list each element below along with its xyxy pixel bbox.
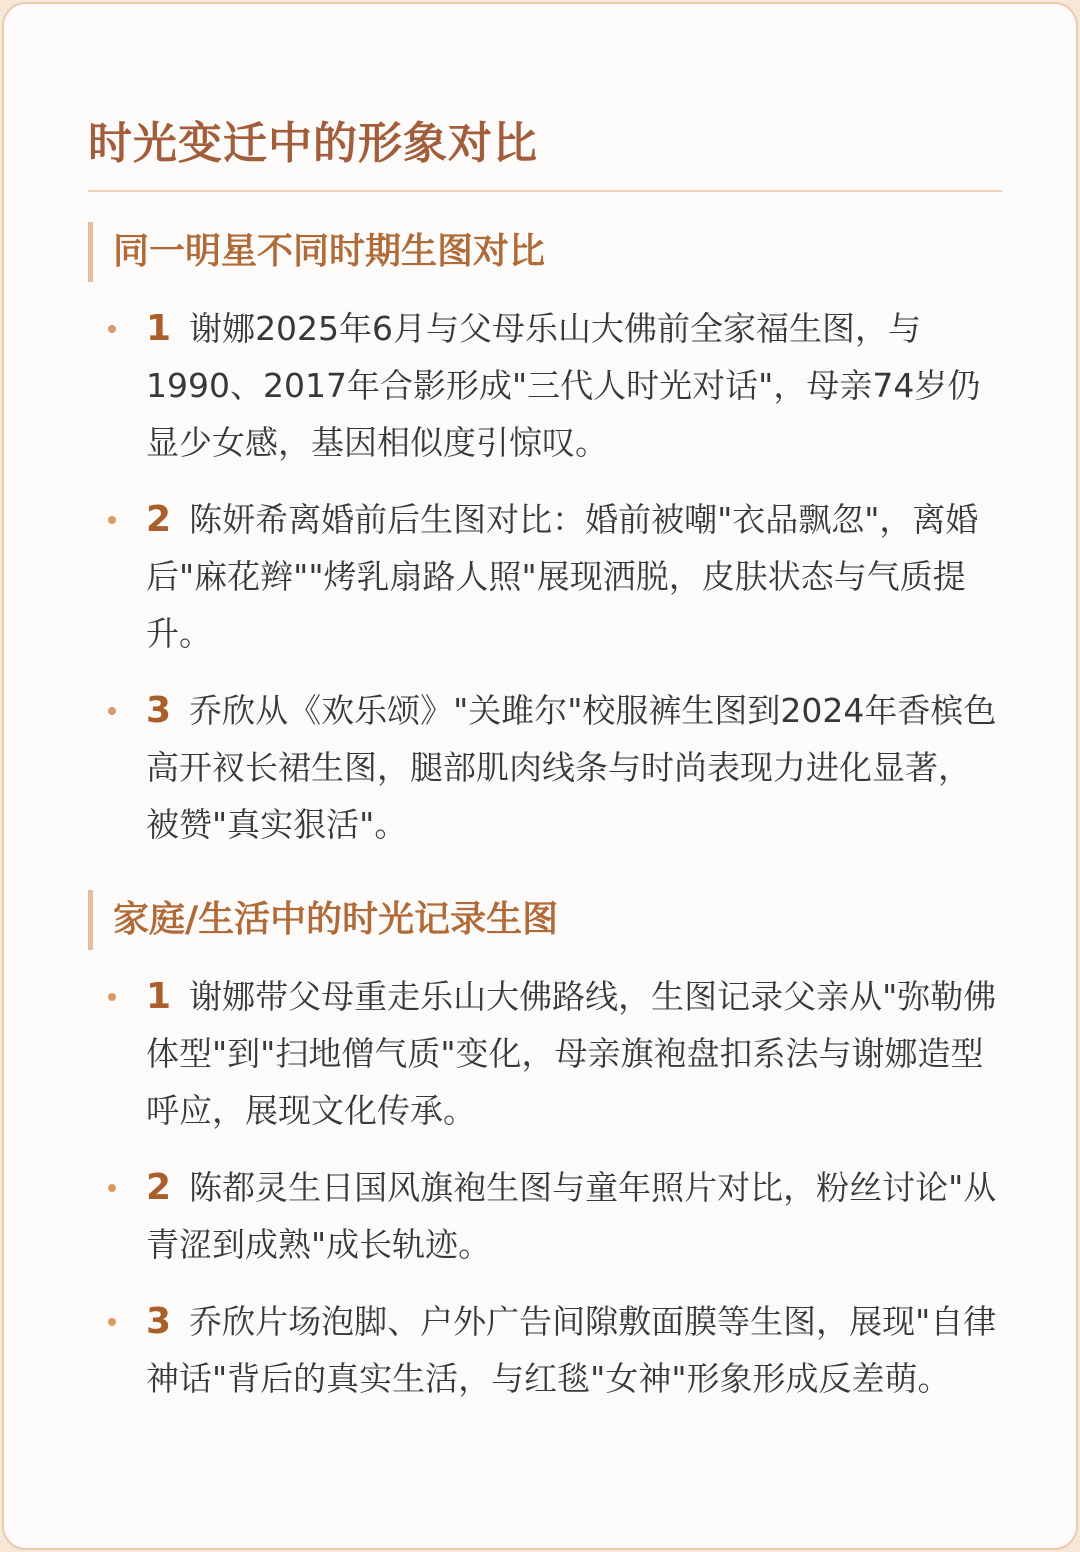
item-list xyxy=(88,968,1002,1407)
bullet-dot xyxy=(108,516,116,524)
list-item xyxy=(88,682,1002,853)
item-number: 2 xyxy=(146,1167,172,1208)
bullet-dot xyxy=(108,325,116,333)
title-divider xyxy=(88,190,1002,192)
item-number: 3 xyxy=(146,1301,172,1342)
item-number: 3 xyxy=(146,690,172,731)
list-item xyxy=(88,491,1002,662)
section-heading-text: 同一明星不同时期生图对比 xyxy=(113,231,546,272)
list-item xyxy=(88,1159,1002,1273)
bullet-dot xyxy=(108,1318,116,1326)
item-list xyxy=(88,300,1002,853)
section-same-star-comparison xyxy=(88,222,1002,873)
item-number: 1 xyxy=(146,308,172,349)
section-heading-text: 家庭/生活中的时光记录生图 xyxy=(113,899,559,940)
page-title: 时光变迁中的形象对比 xyxy=(88,118,538,169)
item-number: 1 xyxy=(146,976,172,1017)
bullet-dot xyxy=(108,707,116,715)
item-text: 乔欣从《欢乐颂》"关雎尔"校服裤生图到2024年香槟色高开衩长裙生图，腿部肌肉线条与时尚表现力进化显著，被赞"真实狠活"。 xyxy=(146,691,997,844)
section-heading xyxy=(88,890,1002,950)
item-text: 陈都灵生日国风旗袍生图与童年照片对比，粉丝讨论"从青涩到成熟"成长轨迹。 xyxy=(146,1168,997,1264)
section-family-life-records xyxy=(88,890,1002,1427)
item-text: 谢娜2025年6月与父母乐山大佛前全家福生图，与1990、2017年合影形成"三代人时光对话"，母亲74岁仍显少女感，基因相似度引惊叹。 xyxy=(146,309,981,462)
item-text: 乔欣片场泡脚、户外广告间隙敷面膜等生图，展现"自律神话"背后的真实生活，与红毯"女神"形象形成反差萌。 xyxy=(146,1302,997,1398)
section-heading xyxy=(88,222,1002,282)
bullet-dot xyxy=(108,1184,116,1192)
list-item xyxy=(88,300,1002,471)
item-text: 谢娜带父母重走乐山大佛路线，生图记录父亲从"弥勒佛体型"到"扫地僧气质"变化，母亲旗袍盘扣系法与谢娜造型呼应，展现文化传承。 xyxy=(146,977,997,1130)
item-text: 陈妍希离婚前后生图对比：婚前被嘲"衣品飘忽"，离婚后"麻花辫""烤乳扇路人照"展现洒脱，皮肤状态与气质提升。 xyxy=(146,500,979,653)
content-card xyxy=(2,2,1078,1550)
bullet-dot xyxy=(108,993,116,1001)
item-number: 2 xyxy=(146,499,172,540)
list-item xyxy=(88,1293,1002,1407)
list-item xyxy=(88,968,1002,1139)
